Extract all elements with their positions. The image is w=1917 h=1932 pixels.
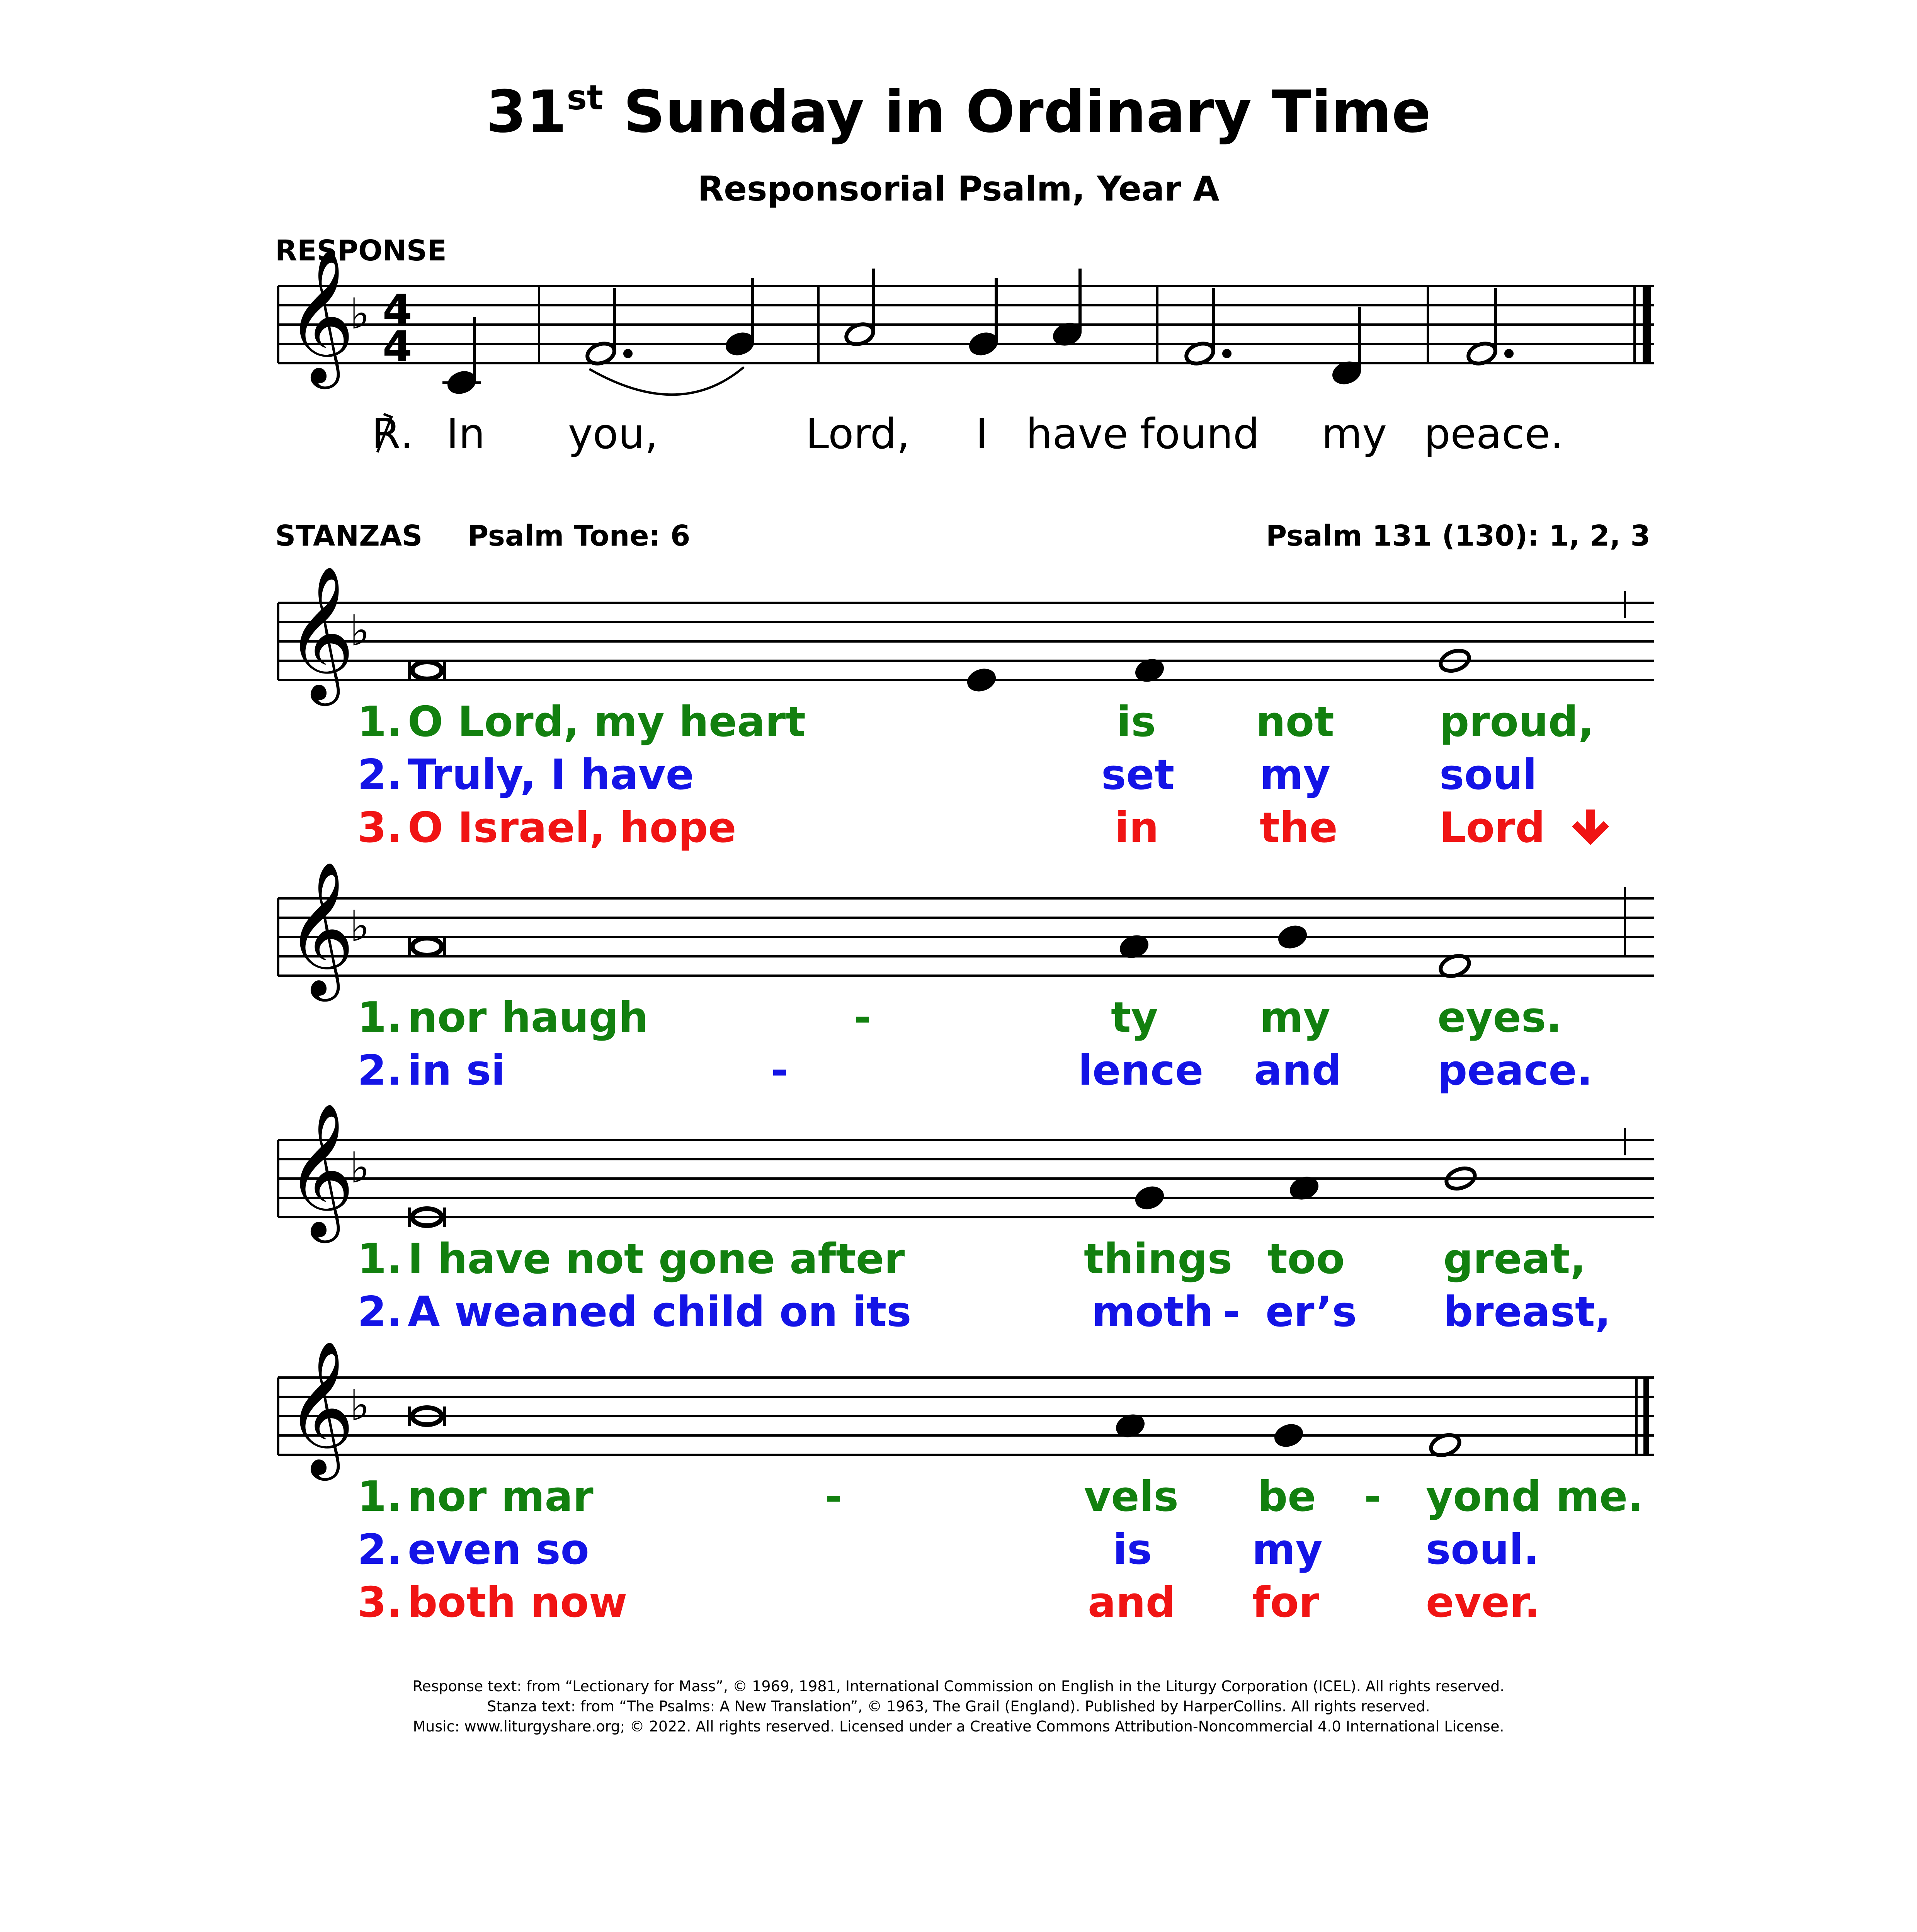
response-label: RESPONSE <box>275 234 447 267</box>
svg-text:𝄞: 𝄞 <box>286 565 355 700</box>
response-word: found <box>1140 410 1260 458</box>
verse-syllable: my <box>1260 751 1330 799</box>
verse-hyphen: - <box>1364 1473 1381 1521</box>
verse-number: 2. <box>357 751 403 799</box>
psalm-reference: Psalm 131 (130): 1, 2, 3 <box>1266 519 1650 553</box>
psalm-tone: Psalm Tone: 6 <box>468 519 691 553</box>
verse-number: 1. <box>357 1235 403 1283</box>
response-word: you, <box>568 410 658 458</box>
response-word: have <box>1026 410 1128 458</box>
arrow-down-icon <box>1571 807 1610 846</box>
verse-syllable: er’s <box>1266 1288 1357 1336</box>
response-word: In <box>446 410 485 458</box>
verse-number: 1. <box>357 698 403 746</box>
verse-syllable: lence <box>1078 1046 1204 1095</box>
verse-syllable: is <box>1117 698 1156 746</box>
stanzas-label: STANZAS <box>275 519 423 553</box>
verse-text: nor haugh <box>408 993 648 1042</box>
verse-text: in si <box>408 1046 505 1095</box>
verse-syllable: soul <box>1439 751 1537 799</box>
response-word: Lord, <box>806 410 910 458</box>
verse-text: O Lord, my heart <box>408 698 806 746</box>
svg-text:♭: ♭ <box>350 901 370 951</box>
verse-text: Truly, I have <box>408 751 694 799</box>
verse-text: even so <box>408 1526 589 1574</box>
verse-syllable: moth <box>1092 1288 1214 1336</box>
verse-text: both now <box>408 1578 628 1627</box>
verse-text: nor mar <box>408 1473 594 1521</box>
verse-syllable: soul. <box>1426 1526 1539 1574</box>
verse-syllable: ever. <box>1426 1578 1540 1627</box>
svg-text:𝄞: 𝄞 <box>286 248 355 383</box>
verse-syllable: my <box>1260 993 1330 1042</box>
svg-text:♭: ♭ <box>350 1143 370 1192</box>
verse-text: A weaned child on its <box>408 1288 912 1336</box>
svg-text:4: 4 <box>383 322 412 371</box>
verse-text: I have not gone after <box>408 1235 905 1283</box>
credit-music: Music: www.liturgyshare.org; © 2022. All rights reserved. Licensed under a Creative Commons Attribution-Noncommercial 4.0 International License. <box>413 1718 1504 1735</box>
verse-syllable: great, <box>1443 1235 1586 1283</box>
verse-syllable: and <box>1088 1578 1176 1627</box>
verse-syllable: be <box>1258 1473 1316 1521</box>
verse-syllable: vels <box>1084 1473 1179 1521</box>
verse-syllable: ty <box>1111 993 1158 1042</box>
verse-number: 3. <box>357 804 403 852</box>
verse-hyphen: - <box>1223 1288 1240 1336</box>
svg-text:𝄞: 𝄞 <box>286 1102 355 1237</box>
verse-hyphen: - <box>771 1046 788 1095</box>
verse-syllable: the <box>1260 804 1338 852</box>
response-word: my <box>1322 410 1387 458</box>
svg-text:♭: ♭ <box>350 289 370 338</box>
verse-syllable: things <box>1084 1235 1233 1283</box>
credit-stanza-text: Stanza text: from “The Psalms: A New Translation”, © 1963, The Grail (England). Published by HarperCollins. All rights reserved. <box>487 1698 1430 1715</box>
svg-text:𝄞: 𝄞 <box>286 861 355 995</box>
svg-text:4: 4 <box>383 285 412 335</box>
response-word: I <box>976 410 988 458</box>
verse-number: 1. <box>357 993 403 1042</box>
verse-syllable: is <box>1113 1526 1152 1574</box>
verse-syllable: peace. <box>1437 1046 1593 1095</box>
verse-syllable: yond me. <box>1426 1473 1644 1521</box>
verse-hyphen: - <box>854 993 871 1042</box>
verse-number: 1. <box>357 1473 403 1521</box>
verse-syllable-with-arrow: Lord <box>1439 807 1610 850</box>
page-subtitle: Responsorial Psalm, Year A <box>697 169 1220 209</box>
svg-text:♭: ♭ <box>350 1381 370 1430</box>
verse-syllable: too <box>1267 1235 1345 1283</box>
response-word: peace. <box>1424 410 1564 458</box>
verse-number: 2. <box>357 1046 403 1095</box>
verse-syllable: eyes. <box>1437 993 1562 1042</box>
verse-hyphen: - <box>825 1473 842 1521</box>
verse-syllable: not <box>1256 698 1334 746</box>
verse-syllable: for <box>1252 1578 1320 1627</box>
verse-syllable: my <box>1252 1526 1323 1574</box>
verse-syllable: set <box>1101 751 1175 799</box>
verse-syllable: in <box>1115 804 1159 852</box>
verse-number: 2. <box>357 1526 403 1574</box>
credit-response-text: Response text: from “Lectionary for Mass”, © 1969, 1981, International Commission on English in the Liturgy Corporation (ICEL). All rights reserved. <box>412 1678 1505 1695</box>
verse-syllable: proud, <box>1439 698 1594 746</box>
page-title: 31st Sunday in Ordinary Time <box>486 78 1431 146</box>
verse-syllable: and <box>1254 1046 1342 1095</box>
verse-number: 3. <box>357 1578 403 1627</box>
svg-text:♭: ♭ <box>350 606 370 655</box>
svg-text:𝄞: 𝄞 <box>286 1340 355 1475</box>
verse-number: 2. <box>357 1288 403 1336</box>
response-versicle: ℟. <box>372 410 414 458</box>
verse-text: O Israel, hope <box>408 804 737 852</box>
verse-syllable: breast, <box>1443 1288 1611 1336</box>
